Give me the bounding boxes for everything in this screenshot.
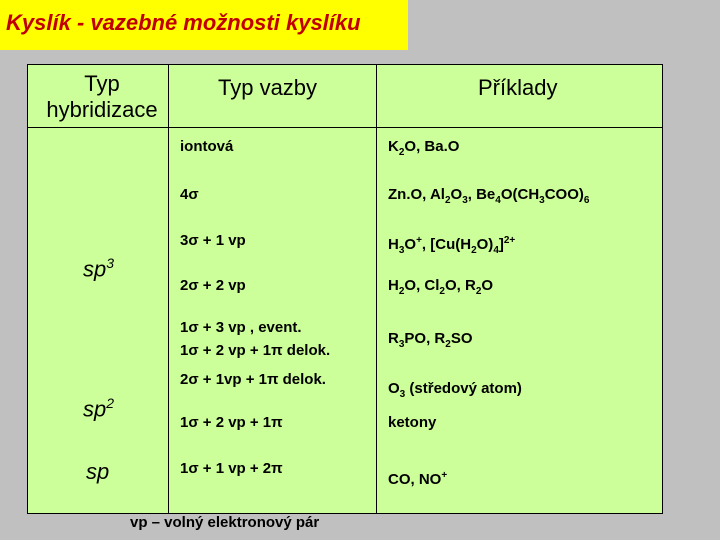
example-row-1: $K_2O$, Ba.O: [388, 138, 460, 158]
header-typ-vazby: Typ vazby: [218, 75, 318, 100]
header-divider: [28, 127, 662, 128]
header-priklady: Příklady: [478, 75, 558, 100]
example-row-2: Zn.O, $Al_2O_3$, $Be_4O(CH_3COO)_6$: [388, 186, 590, 206]
example-row-6: $O_3$ (středový atom): [388, 380, 522, 400]
header-typ-hybridizace: Typ hybridizace: [46, 71, 158, 122]
bond-row-7: 1σ + 2 vp + 1π: [180, 414, 283, 431]
bond-row-4: 2σ + 2 vp: [180, 277, 246, 294]
bond-row-3: 3σ + 1 vp: [180, 232, 246, 249]
title-rest: - vazebné možnosti kyslíku: [70, 10, 361, 35]
example-row-8: CO, NO+: [388, 470, 448, 488]
title-main: Kyslík: [6, 10, 71, 35]
example-row-5: $R_3PO$, $R_2SO$: [388, 330, 473, 350]
bond-row-5a: 1σ + 3 vp , event.: [180, 319, 302, 336]
bond-row-8: 1σ + 1 vp + 2π: [180, 460, 283, 477]
hybridization-sp3: $sp^3$: [83, 255, 115, 282]
bond-row-2: 4σ: [180, 186, 199, 203]
bond-row-1: iontová: [180, 138, 234, 155]
hybridization-sp: sp: [86, 459, 110, 484]
bonding-table: [27, 64, 663, 514]
bond-row-5b: 1σ + 2 vp + 1π delok.: [180, 342, 331, 359]
col-divider-1: [168, 65, 169, 513]
bond-row-6: 2σ + 1vp + 1π delok.: [180, 371, 326, 388]
col-divider-2: [376, 65, 377, 513]
example-row-4: $H_2O$, $Cl_2O$, $R_2O$: [388, 277, 494, 297]
example-row-7: ketony: [388, 414, 437, 431]
title-banner: [0, 0, 408, 50]
page-title: [6, 10, 361, 36]
footnote: vp – volný elektronový pár: [130, 514, 320, 531]
example-row-3: $H_3O^+$, $[Cu(H_2O)_4]^{2+}$: [388, 235, 516, 256]
hybridization-sp2: $sp^2$: [83, 395, 115, 422]
